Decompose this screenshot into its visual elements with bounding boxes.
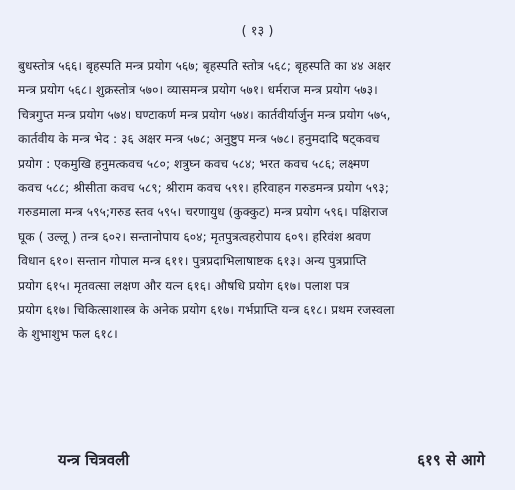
footer-continuation: ६१९ से आगे (417, 451, 485, 469)
page-number: ( १३ ) (241, 24, 274, 39)
table-of-contents-text (18, 54, 504, 347)
content-line: बुधस्तोत्र ५६६। बृहस्पति मन्त्र प्रयोग ५६७; बृहस्पति स्तोत्र ५६८; बृहस्पति का ४४ अक्षर (18, 59, 391, 73)
content-line: गरुडमाला मन्त्र ५९५;गरुड स्तव ५९५। चरणायुध (कुक्कुट) मन्त्र प्रयोग ५९६। पक्षिराज (18, 205, 388, 220)
content-line: कार्तवीय के मन्त्र भेद : ३६ अक्षर मन्त्र ५७८; अनुष्टुप मन्त्र ५७८। हनुमदादि षट्कवच (18, 132, 380, 147)
content-line: प्रयोग : एकमुखि हनुमत्कवच ५८०; शत्रुघ्न कवच ५८४; भरत कवच ५८६; लक्ष्मण (18, 156, 370, 171)
content-line: चित्रगुप्त मन्त्र प्रयोग ५७४। घण्टाकर्ण मन्त्र प्रयोग ५७४। कार्तवीर्यार्जुन मन्त्र प्रयोग ५७५, (18, 107, 391, 122)
content-line: घूक ( उल्लू ) तन्त्र ६०२। सन्तानोपाय ६०४; मृतपुत्रत्वहरोपाय ६०९। हरिवंश श्रवण (18, 229, 371, 244)
content-line: कवच ५८८; श्रीसीता कवच ५८९; श्रीराम कवच ५९१। हरिवाहन गरुडमन्त्र प्रयोग ५९३; (18, 181, 389, 196)
content-line: विधान ६१०। सन्तान गोपाल मन्त्र ६११। पुत्रप्रदाभिलाषाष्टक ६१३। अन्य पुत्रप्राप्ति (18, 254, 367, 269)
page-footer (0, 450, 515, 472)
content-line: मन्त्र प्रयोग ५६८। शुक्रस्तोत्र ५७०। व्यासमन्त्र प्रयोग ५७१। धर्मराज मन्त्र प्रयोग ५७३। (18, 83, 378, 98)
content-line: के शुभाशुभ फल ६१८। (18, 327, 118, 342)
content-line: प्रयोग ६१५। मृतवत्सा लक्षण और यत्न ६१६। औषधि प्रयोग ६१७। पलाश पत्र (18, 278, 350, 293)
footer-section-title: यन्त्र चित्रवली (58, 451, 130, 469)
content-line: प्रयोग ६१७। चिकित्साशास्त्र के अनेक प्रयोग ६१७। गर्भप्राप्ति यन्त्र ६१८। प्रथम रजस्वला (18, 303, 395, 318)
